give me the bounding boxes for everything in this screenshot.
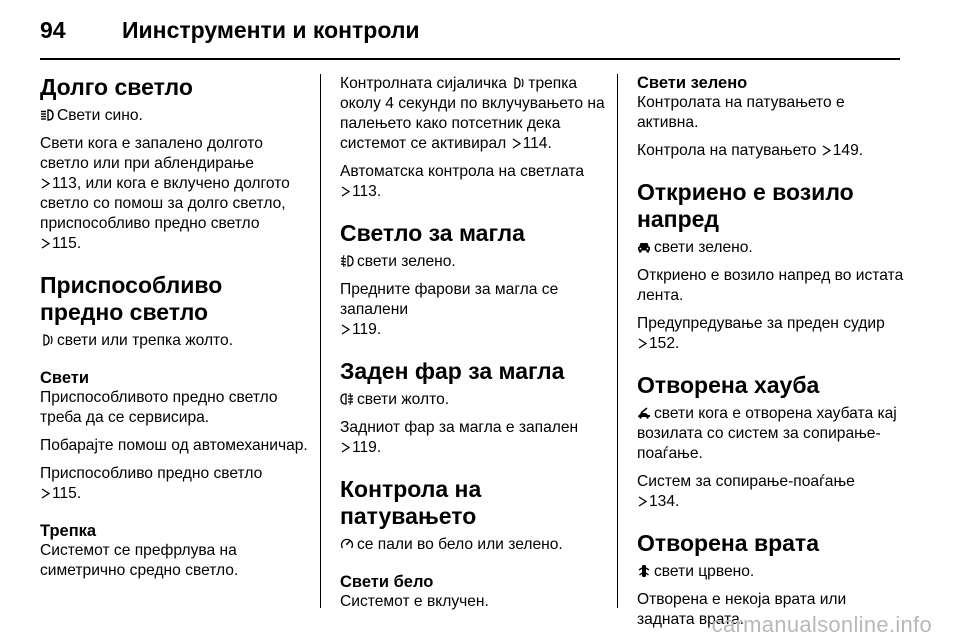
open-door-icon [637,564,651,578]
rear-fog-light-icon [340,392,354,406]
page-ref-arrow-icon [822,145,831,156]
heading-open-door: Отворена врата [637,530,819,556]
high-beam-icon [40,108,54,122]
lit-description: Приспособливото предно светло треба да се сервисира. [40,389,278,426]
lit-seek-help: Побарајте помош од автомеханичар. [40,437,308,454]
afl-indicator: свети или трепка жолто. [40,331,310,351]
column-2 [340,74,610,620]
fog-indicator: свети зелено. [340,252,610,272]
page-ref-arrow-icon [341,186,350,197]
header-rule [40,58,900,60]
heading-flash: Трепка [40,522,97,540]
afl-control-note: Контролната сијаличка трепка околу 4 секунди по вклучувањето на палењето како потсетник дека системот се активирал 114. [340,75,605,152]
door-indicator: свети црвено. [637,562,907,582]
flash-description: Системот се префрлува на симетрично средно светло. [40,542,239,579]
cruise-control-icon [340,537,354,551]
hood-indicator: свети кога е отворена хаубата кај возилата со систем за сопирање-поаѓање. [637,405,897,462]
fog-description: Предните фарови за магла се запалени 119. [340,281,559,338]
heading-lit-green: Свети зелено [637,74,748,92]
page-header [40,14,420,46]
heading-vehicle-ahead: Откриено е возило напред [637,179,854,232]
vehicle-description: Откриено е возило напред во истата лента. [637,267,904,304]
column-3 [637,74,907,638]
watermark: carmanualsonline.info [711,612,932,637]
open-hood-icon [637,406,651,420]
heading-fog-light: Светло за магла [340,220,525,246]
page-ref-arrow-icon [41,488,50,499]
vehicle-ahead-icon [637,240,651,254]
high-beam-indicator: Свети сино. [40,106,310,126]
heading-open-hood: Отворена хауба [637,372,820,398]
page-ref-arrow-icon [638,496,647,507]
page-ref-arrow-icon [341,324,350,335]
page-ref-arrow-icon [41,178,50,189]
rear-fog-indicator: свети жолто. [340,390,610,410]
rear-fog-description: Задниот фар за магла е запален 119. [340,419,579,456]
page-ref-arrow-icon [638,338,647,349]
vehicle-indicator: свети зелено. [637,238,907,258]
cruise-control-ref: Контрола на патувањето 149. [637,142,864,159]
heading-lit-white: Свети бело [340,573,434,591]
white-description: Системот е вклучен. [340,593,489,610]
column-1 [40,74,310,589]
heading-cruise-control: Контрола на патувањето [340,476,482,529]
green-description: Контролата на патувањето е активна. [637,94,845,131]
lit-afl-ref: Приспособливо предно светло 115. [40,465,263,502]
door-description: Отворена е некоја врата или задната врата. [637,591,847,628]
column-divider-1 [320,74,321,608]
heading-rear-fog: Заден фар за магла [340,358,565,384]
page-ref-arrow-icon [341,442,350,453]
high-beam-description: Свети кога е запалено долгото светло или при аблендирање 113, или кога е вклучено долгото светло со помош за долго светло, приспособливо предно светло 115. [40,135,290,252]
collision-ref: Предупредување за преден судир 152. [637,315,885,352]
column-divider-2 [617,74,618,608]
auto-light-ref: Автоматска контрола на светлата 113. [340,163,585,200]
adaptive-light-icon [511,76,525,90]
cruise-indicator: се пали во бело или зелено. [340,535,610,555]
heading-adaptive-light: Приспособливо предно светло [40,272,223,325]
stop-start-ref: Систем за сопирање-поаѓање 134. [637,473,855,510]
adaptive-light-icon [40,333,54,347]
page-ref-arrow-icon [41,238,50,249]
heading-lit: Свети [40,369,90,387]
heading-high-beam: Долго светло [40,74,193,100]
front-fog-light-icon [340,254,354,268]
page-number: 94 [40,16,66,43]
section-title: Иинструменти и контроли [122,16,420,43]
page-ref-arrow-icon [512,138,521,149]
